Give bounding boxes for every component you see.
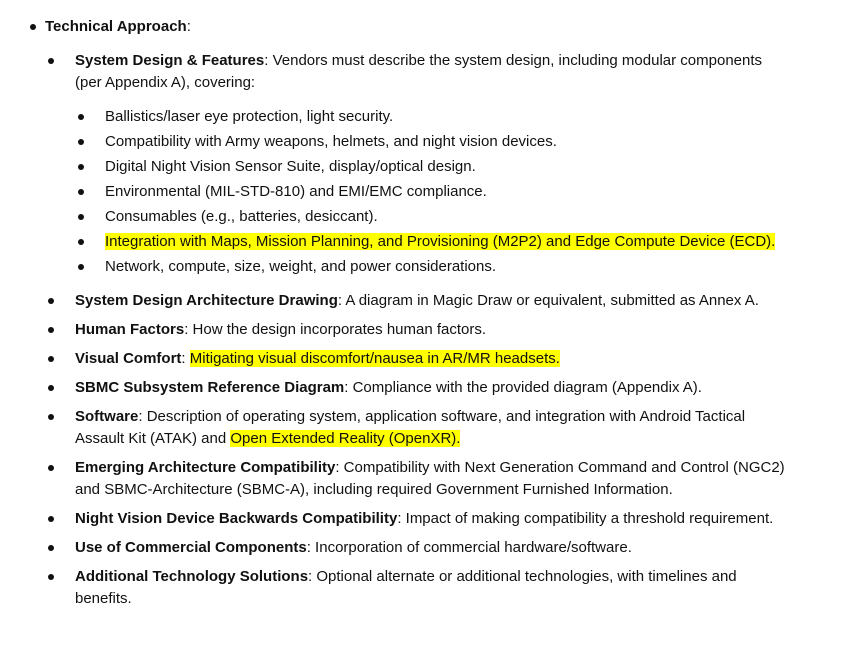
feature-text: Compatibility with Army weapons, helmets, and night vision devices. [105,133,557,150]
item-text: : Impact of making compatibility a threshold requirement. [397,510,774,527]
item-title: Emerging Architecture Compatibility [75,459,336,476]
feature-text: Digital Night Vision Sensor Suite, display/optical design. [105,158,476,175]
bullet-icon [48,298,54,304]
item-title: Human Factors [75,321,185,338]
bullet-icon [78,114,84,120]
feature-item [75,131,785,153]
item-title: Software [75,408,139,425]
feature-text: Network, compute, size, weight, and power considerations. [105,258,497,275]
list-item-additional-technology [45,566,790,610]
bullet-icon [48,356,54,362]
list-item-sbmc-diagram [45,377,790,399]
item-title: Use of Commercial Components [75,539,307,556]
list-item-architecture-drawing [45,290,790,312]
item-title: System Design & Features [75,52,265,69]
bullet-icon [48,574,54,580]
item-separator: : [181,350,190,367]
list-item-visual-comfort [45,348,790,370]
feature-item [75,181,785,203]
item-text: : Optional alternate or additional technologies, with timelines and benefits. [75,568,737,607]
feature-item [75,156,785,178]
list-item-emerging-architecture [45,457,790,501]
item-text: : Incorporation of commercial hardware/software. [306,539,632,556]
item-title: Night Vision Device Backwards Compatibility [75,510,398,527]
bullet-icon [48,414,54,420]
technical-approach-item [0,16,843,610]
system-design-features-list [75,106,790,278]
list-item-night-vision-compatibility [45,508,790,530]
bullet-icon [78,164,84,170]
bullet-icon [48,465,54,471]
feature-item [75,106,785,128]
item-title: Visual Comfort [75,350,182,367]
bullet-icon [78,264,84,270]
highlighted-text: Mitigating visual discomfort/nausea in AR/MR headsets. [189,350,560,367]
item-text: : A diagram in Magic Draw or equivalent, submitted as Annex A. [337,292,759,309]
item-title: Additional Technology Solutions [75,568,309,585]
bullet-icon [48,385,54,391]
bullet-icon [78,189,84,195]
highlighted-text: Integration with Maps, Mission Planning, and Provisioning (M2P2) and Edge Compute Device (ECD). [105,233,776,250]
bullet-icon [78,239,84,245]
feature-item [75,256,785,278]
item-title: System Design Architecture Drawing [75,292,338,309]
item-text: : Description of operating system, application software, and integration with Android Tactical Assault Kit (ATAK) and [75,408,746,447]
bullet-icon [48,327,54,333]
bullet-icon [48,516,54,522]
feature-text: Ballistics/laser eye protection, light security. [105,108,394,125]
item-title: SBMC Subsystem Reference Diagram [75,379,345,396]
item-text: : Vendors must describe the system design, including modular components (per Appendix A), covering: [75,52,763,91]
bullet-icon [78,139,84,145]
technical-approach-sublist [45,50,843,610]
highlighted-text: Open Extended Reality (OpenXR). [230,430,461,447]
item-text: : Compliance with the provided diagram (Appendix A). [344,379,702,396]
bullet-icon [30,24,36,30]
section-title: Technical Approach [45,18,187,35]
bullet-icon [78,214,84,220]
feature-text: Environmental (MIL-STD-810) and EMI/EMC compliance. [105,183,487,200]
list-item-human-factors [45,319,790,341]
list-item-commercial-components [45,537,790,559]
feature-item-highlighted [75,231,785,253]
feature-text: Consumables (e.g., batteries, desiccant). [105,208,378,225]
bullet-icon [48,58,54,64]
item-text: : Compatibility with Next Generation Command and Control (NGC2) and SBMC-Architecture (SBMC-A), including required Government Furnished Information. [75,459,785,498]
cropped-text-fragment [225,0,255,2]
technical-approach-list [0,16,843,617]
section-title-suffix: : [186,18,191,35]
list-item-software [45,406,790,450]
feature-item [75,206,785,228]
bullet-icon [48,545,54,551]
list-item-system-design [45,50,790,278]
item-text: : How the design incorporates human factors. [184,321,487,338]
